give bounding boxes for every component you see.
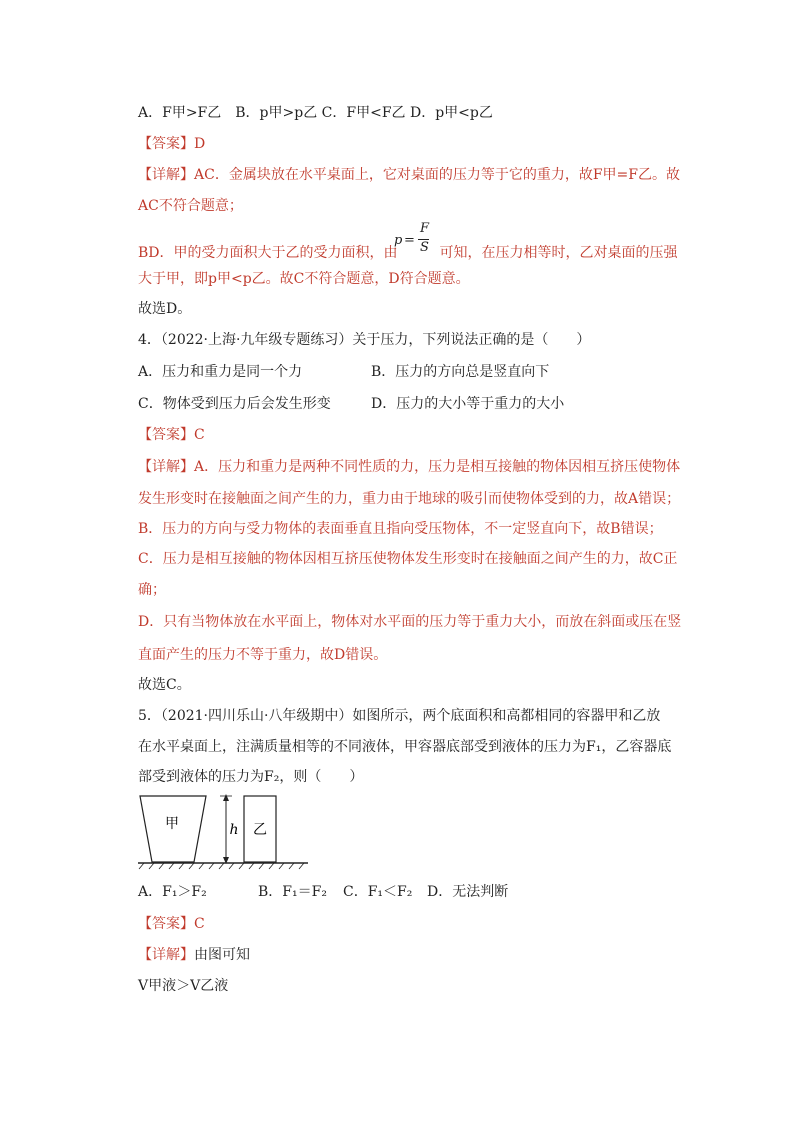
- answer-tag: 【答案】: [138, 136, 194, 152]
- q4-detail-b: B．压力的方向与受力物体的表面垂直且指向受压物体，不一定竖直向下，故B错误；: [138, 521, 663, 537]
- formula-p: p: [394, 233, 403, 248]
- q5-detail-2: V甲液＞V乙液: [138, 978, 229, 994]
- q5-stem-3: 部受到液体的压力为F₂，则（ ）: [138, 769, 364, 785]
- q4-detail-d-1: D．只有当物体放在水平面上，物体对水平面的压力等于重力大小，而放在斜面或压在竖: [138, 614, 682, 630]
- q3-answer: D: [194, 136, 206, 152]
- q4-answer: C: [194, 427, 205, 443]
- q4-option-b: B．压力的方向总是竖直向下: [371, 364, 550, 380]
- q3-options: A．F甲>F乙 B．p甲>p乙 C．F甲<F乙 D．p甲<p乙: [138, 105, 493, 121]
- q5-answer-line: [138, 914, 205, 934]
- q4-detail-c-1: C．压力是相互接触的物体因相互挤压使物体发生形变时在接触面之间产生的力，故C正: [138, 551, 678, 567]
- label-yi: 乙: [253, 822, 267, 838]
- q5-stem-2: 在水平桌面上，注满质量相等的不同液体，甲容器底部受到液体的压力为F₁，乙容器底: [138, 739, 672, 755]
- detail-tag: 【详解】: [138, 459, 194, 475]
- q5-option-a: A．F₁＞F₂: [138, 884, 207, 900]
- q3-detail-bd-1a: BD．甲的受力面积大于乙的受力面积，由: [138, 245, 398, 261]
- q5-detail-1: 由图可知: [194, 947, 250, 963]
- formula-denominator: S: [420, 240, 429, 255]
- containers-figure: [138, 792, 308, 870]
- q3-detail-ac-2: AC不符合题意；: [138, 198, 243, 214]
- answer-tag: 【答案】: [138, 427, 194, 443]
- detail-tag: 【详解】: [138, 167, 194, 183]
- q5-answer: C: [194, 916, 205, 932]
- q5-detail-line1: [138, 945, 250, 965]
- q3-detail-bd-2: 大于甲，即p甲<p乙。故C不符合题意，D符合题意。: [138, 271, 470, 287]
- q4-option-d: D．压力的大小等于重力的大小: [371, 396, 565, 412]
- q4-detail-a-1: A．压力和重力是两种不同性质的力，压力是相互接触的物体因相互挤压使物体: [194, 459, 681, 475]
- q4-stem: 4．（2022·上海·九年级专题练习）关于压力，下列说法正确的是（ ）: [138, 332, 591, 348]
- label-jia: 甲: [165, 816, 179, 832]
- detail-tag: 【详解】: [138, 947, 194, 963]
- q5-option-d: D．无法判断: [427, 884, 509, 900]
- answer-tag: 【答案】: [138, 916, 194, 932]
- q5-option-c: C．F₁＜F₂: [343, 884, 413, 900]
- q3-detail-bd-1b: 可知，在压力相等时，乙对桌面的压强: [439, 245, 678, 261]
- q4-option-a: A．压力和重力是同一个力: [138, 364, 303, 380]
- q4-detail-a-2: 发生形变时在接触面之间产生的力，重力由于地球的吸引而使物体受到的力，故A错误；: [138, 491, 681, 507]
- arrow-up-icon: [223, 794, 229, 801]
- q4-detail-c-2: 确；: [138, 582, 166, 598]
- formula-equals: =: [404, 233, 415, 248]
- q3-detail-ac-line1: [138, 165, 680, 185]
- q3-answer-line: [138, 134, 205, 154]
- q4-detail-d-2: 直面产生的压力不等于重力，故D错误。: [138, 647, 388, 663]
- formula-numerator: F: [420, 221, 430, 236]
- q4-option-c: C．物体受到压力后会发生形变: [138, 396, 331, 412]
- pressure-formula: [394, 222, 434, 262]
- q4-answer-line: [138, 425, 205, 445]
- q4-detail-a-line1: [138, 457, 680, 477]
- q5-stem-1: 5．（2021·四川乐山·八年级期中）如图所示，两个底面积和高都相同的容器甲和乙放: [138, 708, 661, 724]
- q4-conclusion: 故选C。: [138, 677, 191, 693]
- q5-option-b: B．F₁＝F₂: [258, 884, 327, 900]
- label-h: h: [229, 822, 239, 838]
- q3-conclusion: 故选D。: [138, 301, 192, 317]
- q3-detail-ac-1: AC．金属块放在水平桌面上，它对桌面的压力等于它的重力，故F甲=F乙。故: [194, 167, 680, 183]
- table-hatching: [139, 863, 304, 869]
